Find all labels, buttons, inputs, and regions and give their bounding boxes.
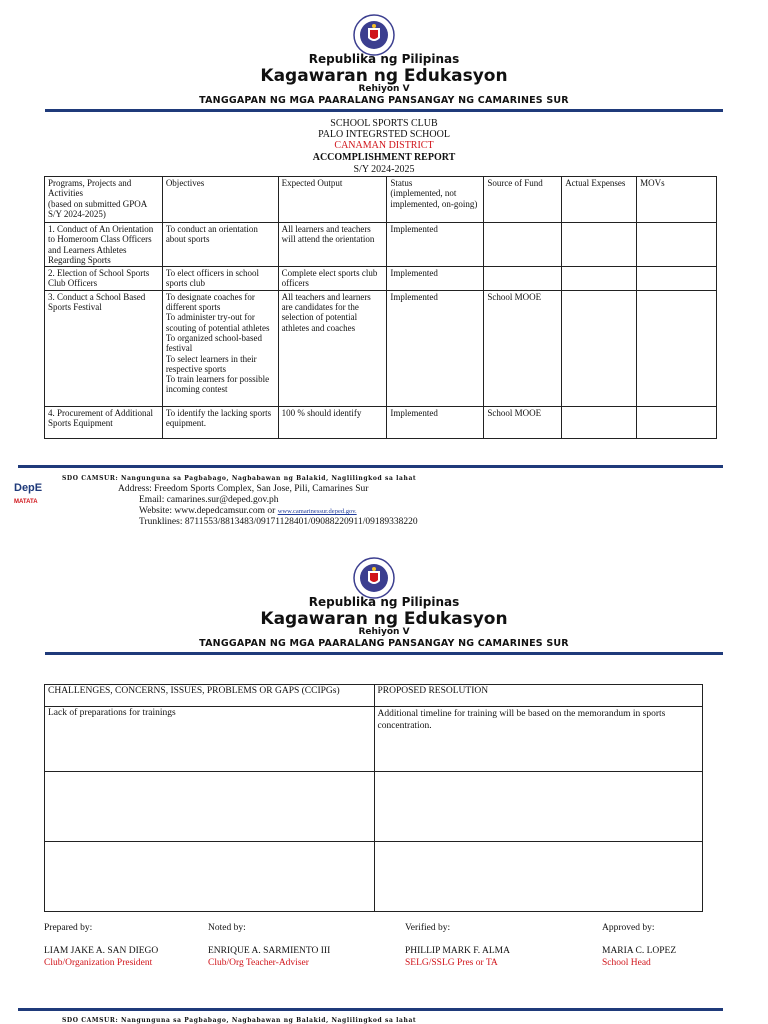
table-row bbox=[45, 267, 717, 291]
sig-label-approved: Approved by: bbox=[602, 923, 655, 933]
cell-status: Implemented bbox=[387, 223, 484, 267]
report-district: CANAMAN DISTRICT bbox=[334, 140, 434, 151]
report-club: SCHOOL SPORTS CLUB bbox=[330, 118, 438, 129]
cell-expected-output: Complete elect sports club officers bbox=[278, 267, 387, 291]
sig-name-prepared: LIAM JAKE A. SAN DIEGO bbox=[44, 946, 159, 956]
cell-movs bbox=[637, 406, 717, 438]
cell-actual-expenses bbox=[562, 223, 637, 267]
sig-role-noted: Club/Org Teacher-Adviser bbox=[208, 958, 309, 968]
header-kagawaran: Kagawaran ng Edukasyon bbox=[260, 66, 508, 86]
col-header-objectives: Objectives bbox=[162, 177, 278, 223]
col-header-programs: Programs, Projects and Activities (based on submitted GPOA S/Y 2024-2025) bbox=[45, 177, 163, 223]
footer-address: Address: Freedom Sports Complex, San Jose, Pili, Camarines Sur bbox=[118, 484, 369, 494]
header-rehiyon-p2: Rehiyon V bbox=[358, 627, 410, 637]
header-tanggapan-p2: TANGGAPAN NG MGA PAARALANG PANSANGAY NG CAMARINES SUR bbox=[199, 638, 569, 649]
cell-resolution bbox=[374, 842, 703, 912]
table-row bbox=[45, 406, 717, 438]
sig-role-verified: SELG/SSLG Pres or TA bbox=[405, 958, 498, 968]
cell-challenge bbox=[45, 842, 375, 912]
footer-website bbox=[139, 506, 357, 517]
cell-objective: To identify the lacking sports equipment. bbox=[162, 406, 278, 438]
cell-status: Implemented bbox=[387, 290, 484, 406]
table-row bbox=[45, 842, 703, 912]
col-header-status: Status (implemented, not implemented, on-going) bbox=[387, 177, 484, 223]
report-school: PALO INTEGRSTED SCHOOL bbox=[318, 129, 450, 140]
cell-program: 3. Conduct a School Based Sports Festival bbox=[45, 290, 163, 406]
cell-objective: To elect officers in school sports club bbox=[162, 267, 278, 291]
cell-movs bbox=[637, 290, 717, 406]
table-row bbox=[45, 707, 703, 772]
col-header-proposed-resolution: PROPOSED RESOLUTION bbox=[374, 685, 703, 707]
table-header-row bbox=[45, 685, 703, 707]
cell-expected-output: All learners and teachers will attend the orientation bbox=[278, 223, 387, 267]
accomplishment-table bbox=[44, 176, 717, 439]
cell-movs bbox=[637, 267, 717, 291]
sig-name-noted: ENRIQUE A. SARMIENTO III bbox=[208, 946, 331, 956]
report-title: ACCOMPLISHMENT REPORT bbox=[312, 152, 456, 163]
table-row bbox=[45, 223, 717, 267]
cell-program: 4. Procurement of Additional Sports Equipment bbox=[45, 406, 163, 438]
footer-trunklines: Trunklines: 8711553/8813483/09171128401/09088220911/09189338220 bbox=[139, 517, 418, 527]
header-kagawaran-p2: Kagawaran ng Edukasyon bbox=[260, 609, 508, 629]
header-rule bbox=[45, 109, 723, 112]
cell-program: 1. Conduct of An Orientation to Homeroom Class Officers and Learners Athletes Regarding Sports bbox=[45, 223, 163, 267]
cell-challenge bbox=[45, 772, 375, 842]
cell-status: Implemented bbox=[387, 267, 484, 291]
col-header-actual-expenses: Actual Expenses bbox=[562, 177, 637, 223]
cell-expected-output: All teachers and learners are candidates for the selection of potential athletes and coaches bbox=[278, 290, 387, 406]
table-row bbox=[45, 290, 717, 406]
cell-source-of-fund: School MOOE bbox=[484, 406, 562, 438]
col-header-expected-output: Expected Output bbox=[278, 177, 387, 223]
cell-source-of-fund bbox=[484, 223, 562, 267]
footer-rule bbox=[18, 465, 723, 468]
sig-name-approved: MARIA C. LOPEZ bbox=[602, 946, 677, 956]
col-header-ccipgs: CHALLENGES, CONCERNS, ISSUES, PROBLEMS OR GAPS (CCIPGs) bbox=[45, 685, 375, 707]
report-sy: S/Y 2024-2025 bbox=[353, 164, 415, 175]
sig-label-noted: Noted by: bbox=[208, 923, 246, 933]
col-header-movs: MOVs bbox=[637, 177, 717, 223]
cell-actual-expenses bbox=[562, 290, 637, 406]
footer-motto: SDO CAMSUR: Nangunguna sa Pagbabago, Nagbabawan ng Balakid, Naglilingkod sa lahat bbox=[62, 475, 417, 482]
sig-label-prepared: Prepared by: bbox=[44, 923, 93, 933]
header-tanggapan: TANGGAPAN NG MGA PAARALANG PANSANGAY NG CAMARINES SUR bbox=[199, 95, 569, 106]
cell-expected-output: 100 % should identify bbox=[278, 406, 387, 438]
cell-source-of-fund bbox=[484, 267, 562, 291]
header-republika: Republika ng Pilipinas bbox=[308, 52, 460, 66]
ccipg-table bbox=[44, 684, 703, 912]
cell-challenge: Lack of preparations for trainings bbox=[45, 707, 375, 772]
footer-motto-p2: SDO CAMSUR: Nangunguna sa Pagbabago, Nagbabawan ng Balakid, Naglilingkod sa lahat bbox=[62, 1017, 417, 1024]
footer-website-link[interactable]: www.camarinessur.deped.gov. bbox=[277, 508, 357, 515]
cell-actual-expenses bbox=[562, 267, 637, 291]
col-header-source-of-fund: Source of Fund bbox=[484, 177, 562, 223]
deped-logo: DepE MATATA bbox=[14, 482, 43, 505]
cell-movs bbox=[637, 223, 717, 267]
footer-rule-p2 bbox=[18, 1008, 723, 1011]
cell-objective: To conduct an orientation about sports bbox=[162, 223, 278, 267]
cell-status: Implemented bbox=[387, 406, 484, 438]
header-rule-p2 bbox=[45, 652, 723, 655]
footer-email: Email: camarines.sur@deped.gov.ph bbox=[139, 495, 279, 505]
cell-resolution: Additional timeline for training will be based on the memorandum in sports concentration. bbox=[374, 707, 703, 772]
cell-resolution bbox=[374, 772, 703, 842]
sig-role-approved: School Head bbox=[602, 958, 651, 968]
table-header-row bbox=[45, 177, 717, 223]
table-row bbox=[45, 772, 703, 842]
cell-source-of-fund: School MOOE bbox=[484, 290, 562, 406]
cell-actual-expenses bbox=[562, 406, 637, 438]
sig-name-verified: PHILLIP MARK F. ALMA bbox=[405, 946, 510, 956]
cell-objective: To designate coaches for different sports To administer try-out for scouting of potential athletes To organized school-based festival To select learners in their respective sports To train learners for possible incoming contest bbox=[162, 290, 278, 406]
sig-role-prepared: Club/Organization President bbox=[44, 958, 153, 968]
header-rehiyon: Rehiyon V bbox=[358, 84, 410, 94]
footer-website-label: Website: www.depedcamsur.com or bbox=[139, 506, 276, 516]
sig-label-verified: Verified by: bbox=[405, 923, 451, 933]
cell-program: 2. Election of School Sports Club Officers bbox=[45, 267, 163, 291]
header-republika-p2: Republika ng Pilipinas bbox=[308, 595, 460, 609]
